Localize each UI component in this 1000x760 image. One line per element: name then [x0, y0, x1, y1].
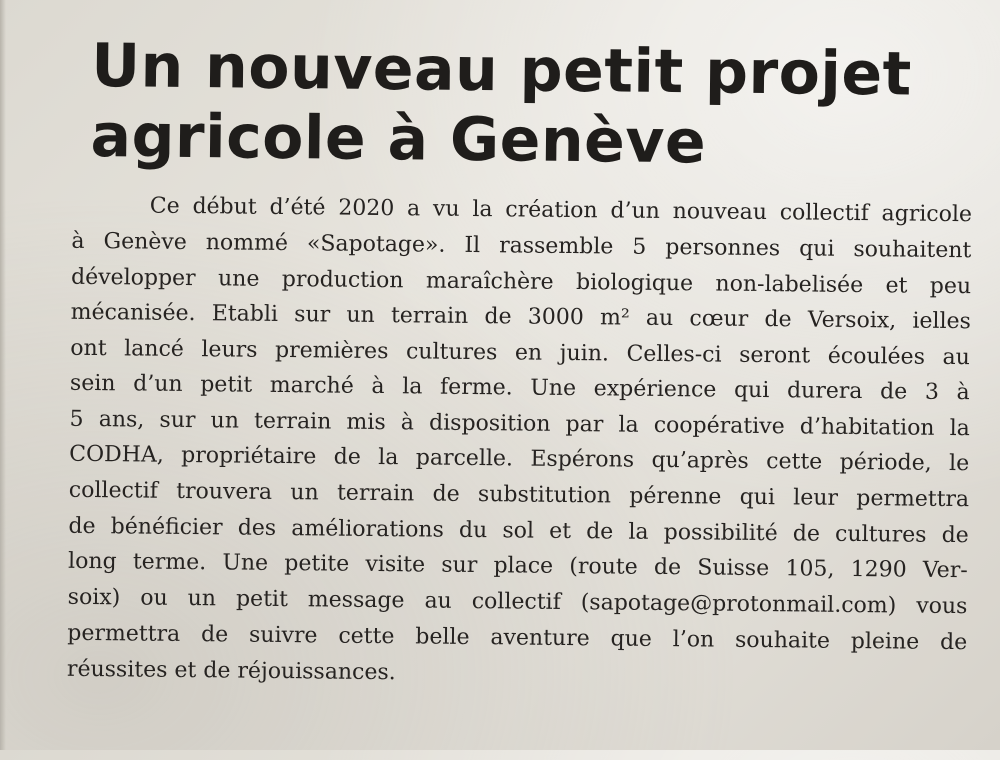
body-line: sein d’un petit marché à la ferme. Une expérience qui durera de 3 à — [69, 370, 970, 406]
body-line: collectif trouvera un terrain de substitution pérenne qui leur permettra — [68, 477, 970, 513]
body-line: soix) ou un petit message au collectif (sapotage@protonmail.com) vous — [67, 584, 968, 620]
body-line: de bénéficier des améliorations du sol et de la possibilité de cultures de — [68, 513, 969, 549]
body-line: Ce début d’été 2020 a vu la création d’un nouveau collectif agricole — [149, 193, 973, 228]
body-line: développer une production maraîchère biologique non-labelisée et peu — [70, 264, 972, 300]
body-line: réussites et de réjouissances. — [66, 656, 396, 686]
body-line: à Genève nommé «Sapotage». Il rassemble 5 personnes qui souhaitent — [71, 228, 972, 264]
body-line: 5 ans, sur un terrain mis à disposition par la coopérative d’habitation la — [69, 406, 970, 442]
article-title-line-1: Un nouveau petit projet — [90, 30, 913, 110]
body-line: CODHA, propriétaire de la parcelle. Espérons qu’après cette période, le — [69, 441, 970, 477]
body-line: permettra de suivre cette belle aventure que l’on souhaite pleine de — [67, 620, 968, 656]
article-title — [90, 31, 912, 180]
body-line: long terme. Une petite visite sur place (route de Suisse 105, 1290 Ver- — [67, 548, 968, 584]
article-body — [66, 191, 973, 686]
article-title-line-2: agricole à Genève — [90, 100, 707, 178]
body-line: mécanisée. Etabli sur un terrain de 3000 m² au cœur de Versoix, ielles — [70, 299, 972, 335]
body-line: ont lancé leurs premières cultures en juin. Celles-ci seront écoulées au — [70, 335, 970, 371]
